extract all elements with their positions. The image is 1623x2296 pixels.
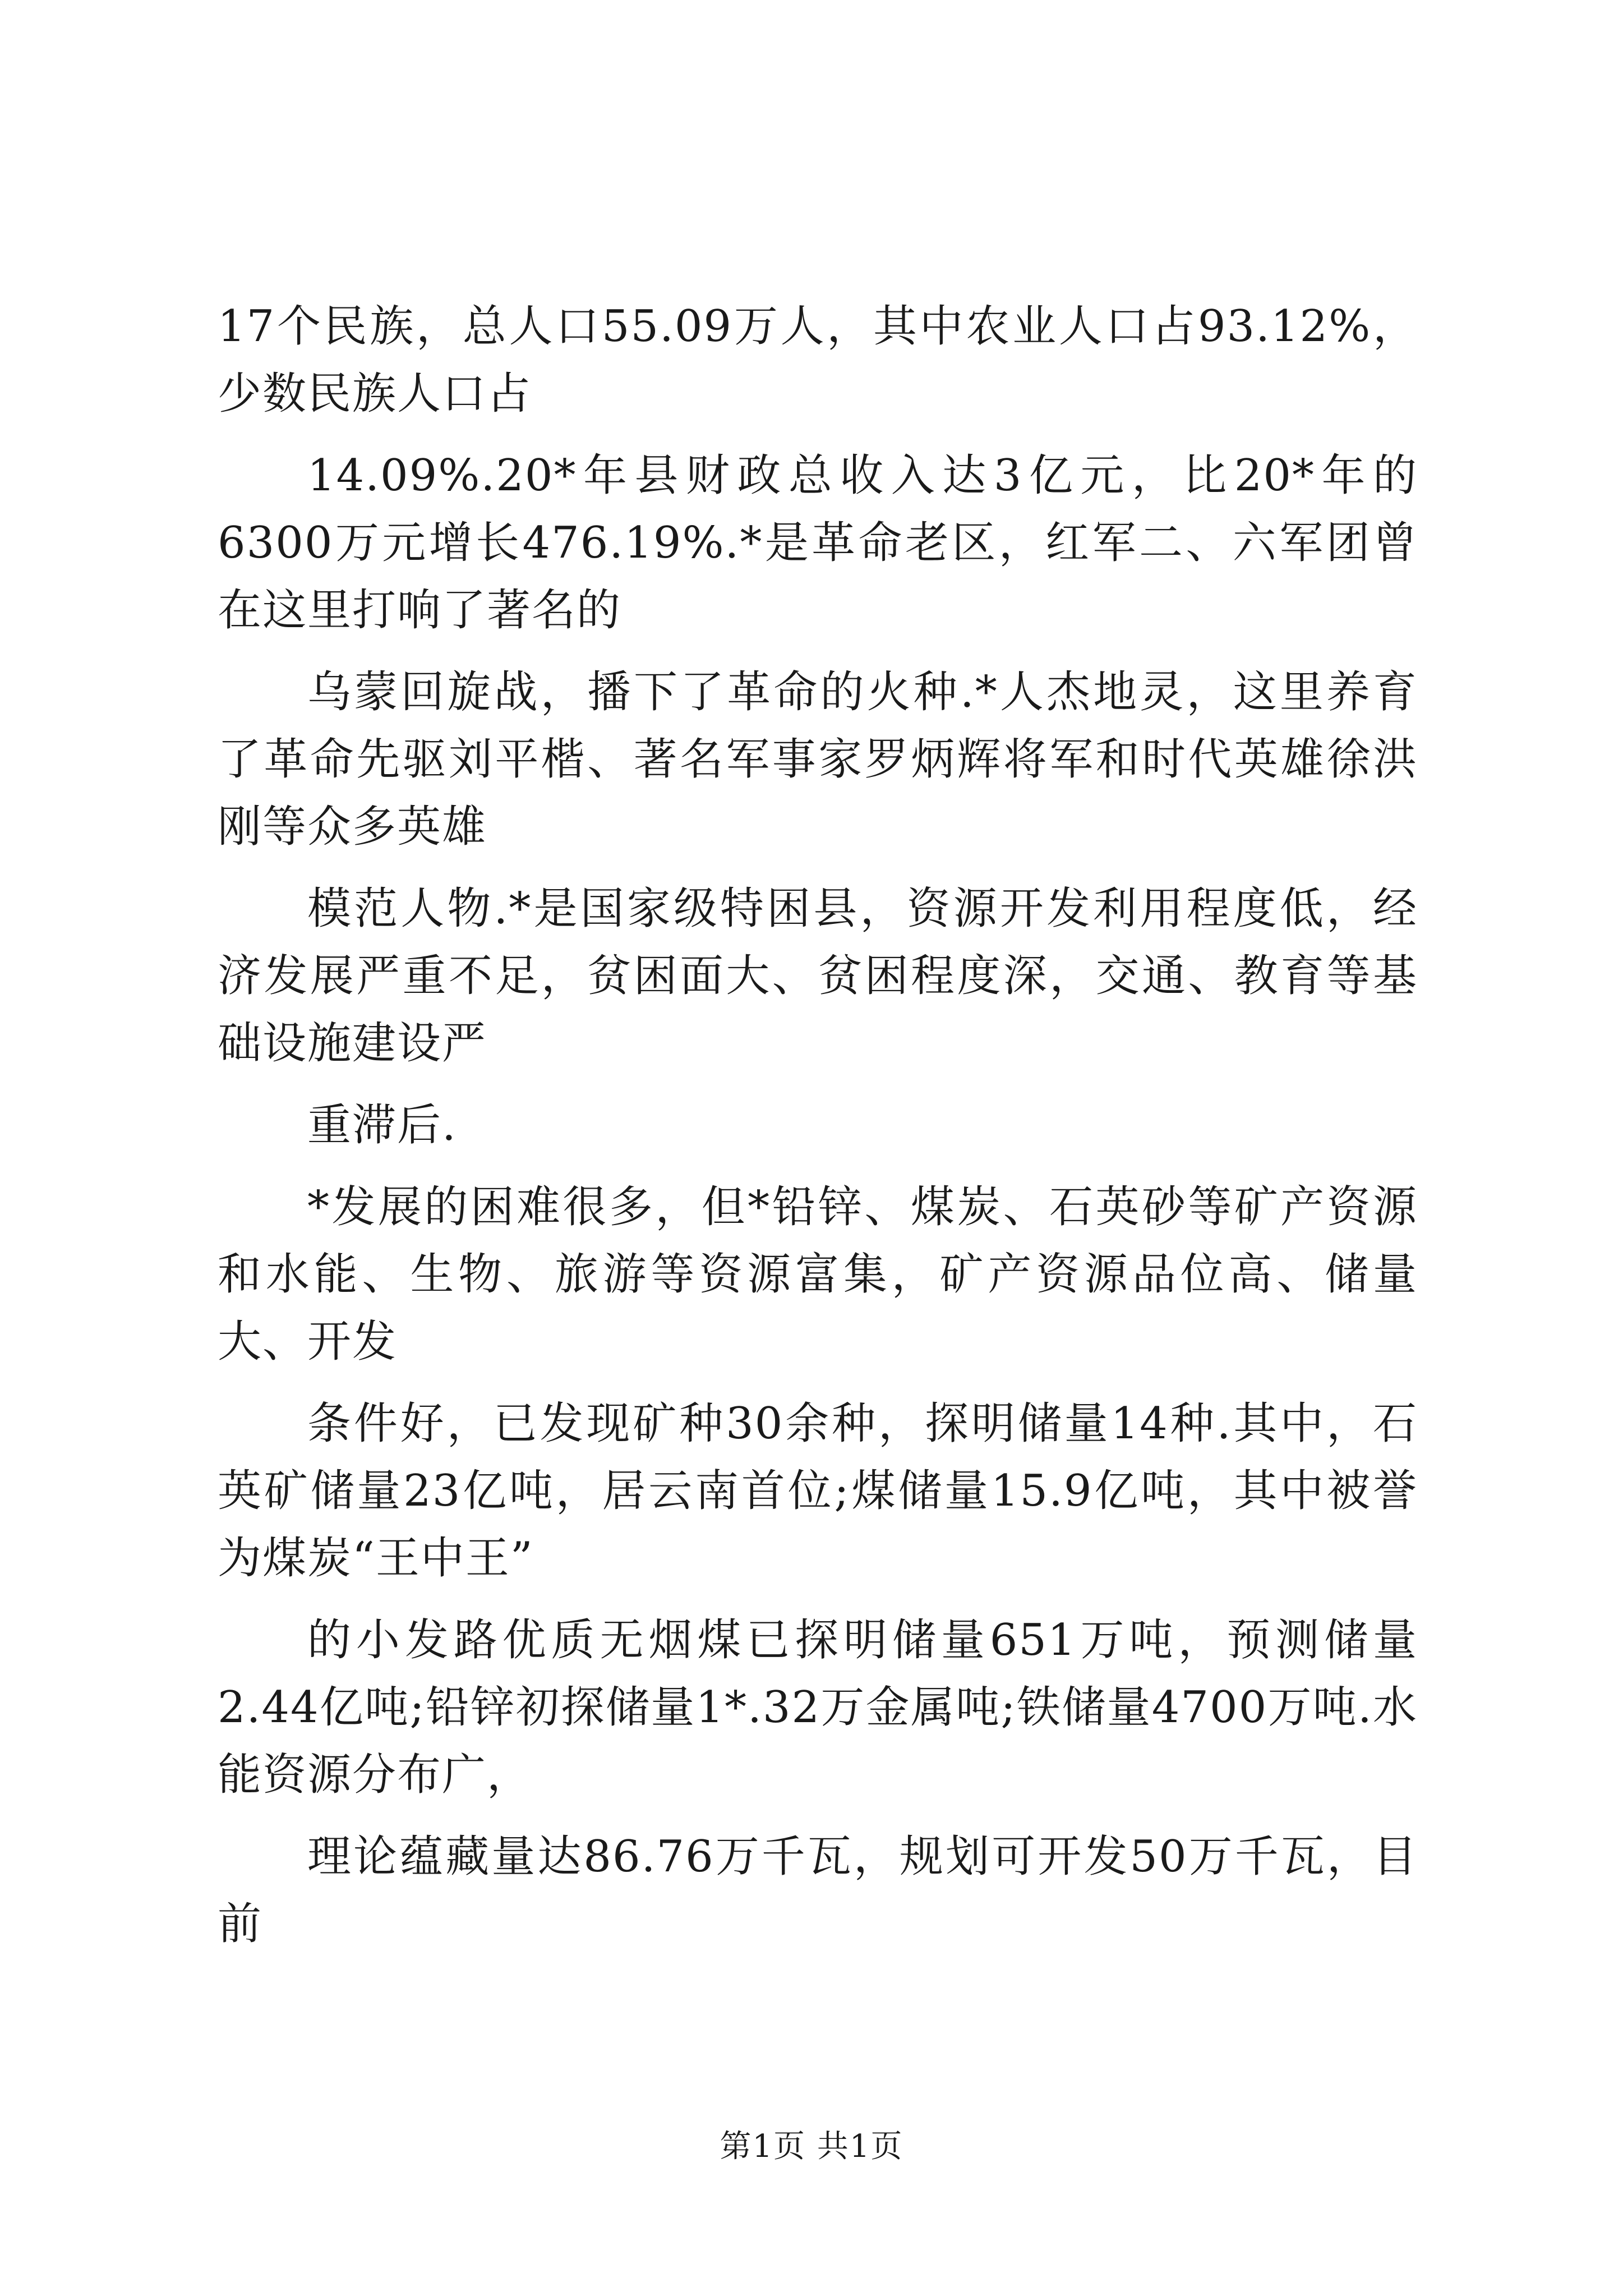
paragraph-3: 乌蒙回旋战，播下了革命的火种.*人杰地灵，这里养育了革命先驱刘平楷、著名军事家罗炳辉将军和时代英雄徐洪刚等众多英雄: [218, 667, 1418, 852]
paragraph-5: 重滞后.: [307, 1100, 457, 1151]
page-footer: [0, 2122, 1623, 2166]
paragraph-1: 17个民族，总人口55.09万人，其中农业人口占93.12%，少数民族人口占: [218, 301, 1418, 419]
document-body: [218, 293, 1418, 1972]
paragraph-2: 14.09%.20*年县财政总收入达3亿元，比20*年的6300万元增长476.19%.*是革命老区，红军二、六军团曾在这里打响了著名的: [218, 450, 1418, 636]
paragraph-9: 理论蕴藏量达86.76万千瓦，规划可开发50万千瓦，目前: [218, 1832, 1418, 1949]
paragraph-4: 模范人物.*是国家级特困县，资源开发利用程度低，经济发展严重不足，贫困面大、贫困程度深，交通、教育等基础设施建设严: [218, 884, 1418, 1069]
paragraph-8: 的小发路优质无烟煤已探明储量651万吨，预测储量2.44亿吨;铅锌初探储量1*.32万金属吨;铁储量4700万吨.水能资源分布广，: [218, 1615, 1418, 1800]
page-number-label: 第1页 共1页: [720, 2128, 903, 2165]
paragraph-6: *发展的困难很多，但*铅锌、煤炭、石英砂等矿产资源和水能、生物、旅游等资源富集，矿产资源品位高、储量大、开发: [218, 1182, 1418, 1367]
paragraph-7: 条件好，已发现矿种30余种，探明储量14种.其中，石英矿储量23亿吨，居云南首位;煤储量15.9亿吨，其中被誉为煤炭“王中王”: [218, 1398, 1418, 1584]
